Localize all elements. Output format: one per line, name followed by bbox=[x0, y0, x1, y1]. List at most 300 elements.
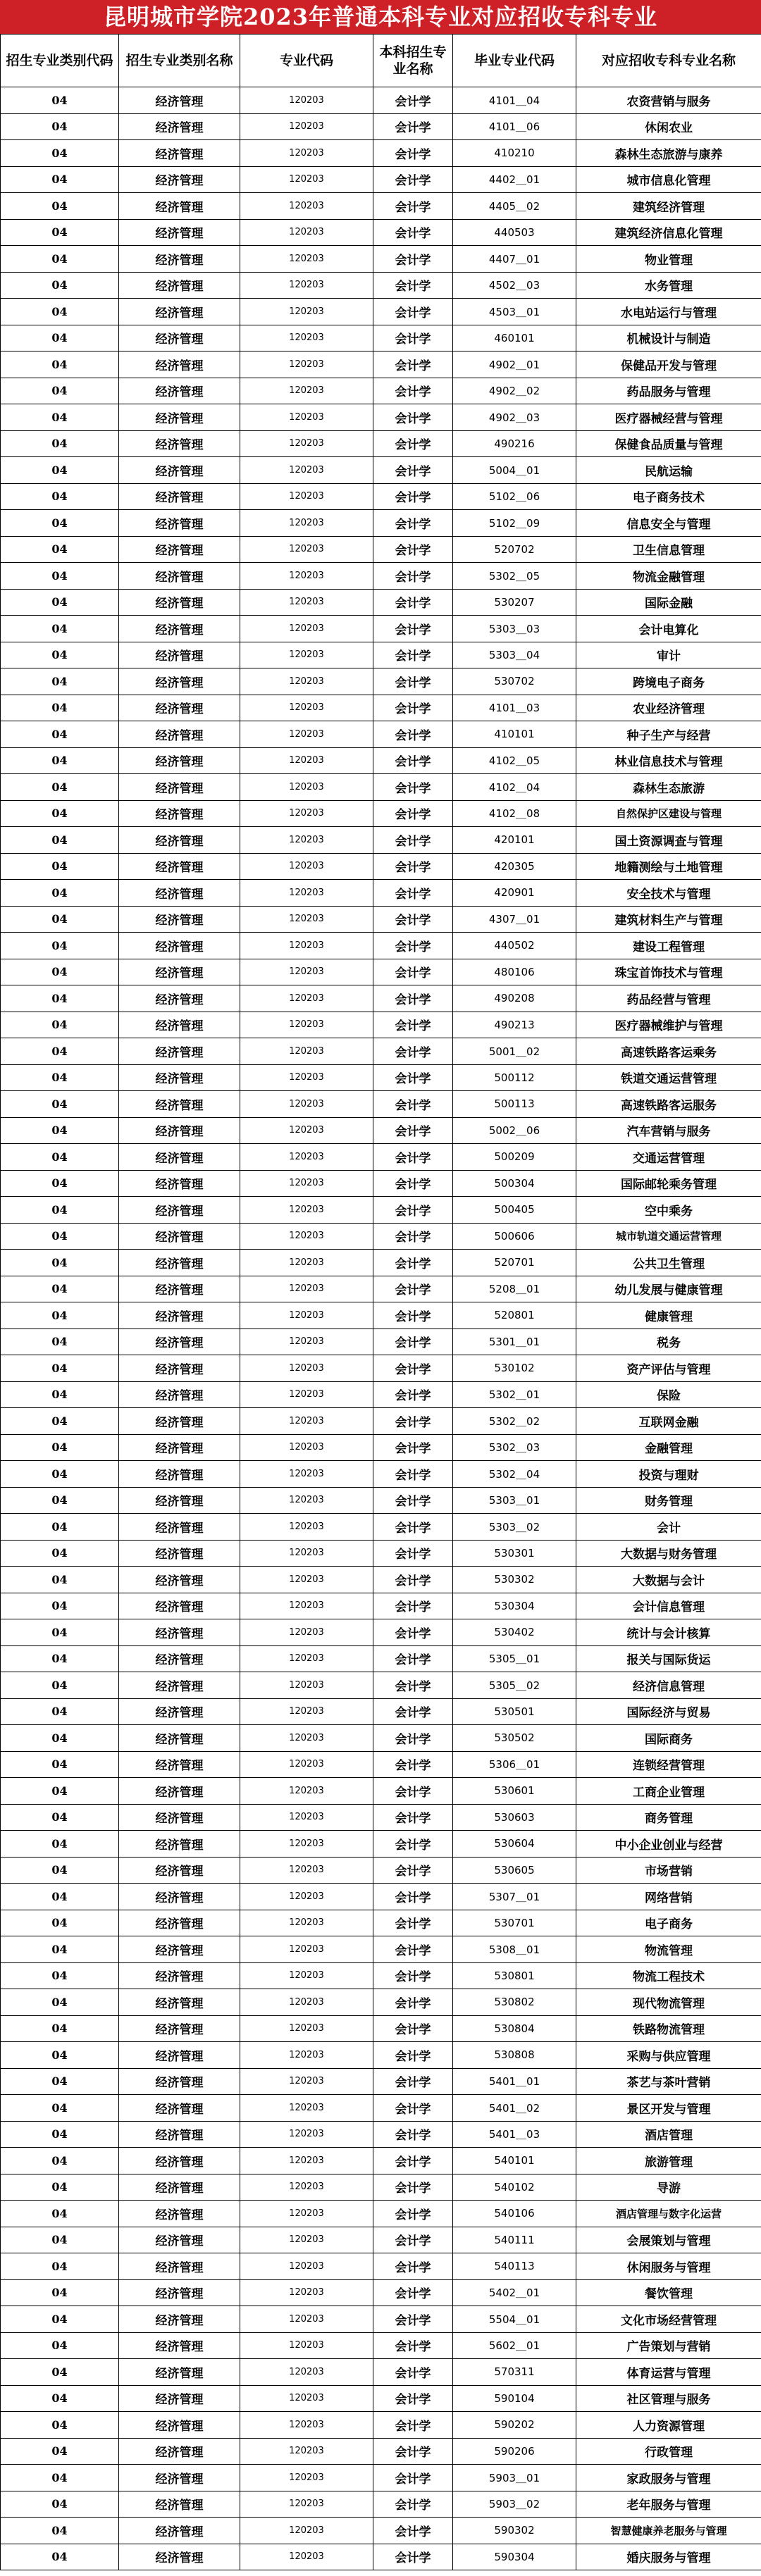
table-row bbox=[1, 1012, 761, 1038]
category-code-cell: 04 bbox=[1, 378, 119, 404]
category-name-cell: 经济管理 bbox=[119, 668, 240, 695]
graduate-major-code-cell: 5208＿01 bbox=[453, 1276, 576, 1302]
matched-major-cell: 连锁经营管理 bbox=[576, 1751, 761, 1778]
category-code-cell: 04 bbox=[1, 1434, 119, 1461]
major-name-cell: 会计学 bbox=[373, 1461, 453, 1488]
graduate-major-code-cell: 530808 bbox=[453, 2042, 576, 2069]
matched-major-cell: 现代物流管理 bbox=[576, 1989, 761, 2016]
table-row bbox=[1, 1567, 761, 1593]
matched-major-cell: 酒店管理与数字化运营 bbox=[576, 2201, 761, 2227]
category-code-cell: 04 bbox=[1, 1329, 119, 1355]
graduate-major-code-cell: 5302＿02 bbox=[453, 1408, 576, 1435]
graduate-major-code-cell: 5002＿06 bbox=[453, 1117, 576, 1144]
category-name-cell: 经济管理 bbox=[119, 616, 240, 642]
category-name-cell: 经济管理 bbox=[119, 510, 240, 537]
category-name-cell: 经济管理 bbox=[119, 2068, 240, 2095]
graduate-major-code-cell: 420901 bbox=[453, 880, 576, 907]
graduate-major-code-cell: 5303＿02 bbox=[453, 1514, 576, 1541]
matched-major-cell: 建筑材料生产与管理 bbox=[576, 906, 761, 933]
graduate-major-code-cell: 5102＿09 bbox=[453, 510, 576, 537]
table-row bbox=[1, 695, 761, 721]
major-code-cell: 120203 bbox=[240, 1645, 373, 1672]
matched-major-cell: 采购与供应管理 bbox=[576, 2042, 761, 2069]
matched-major-cell: 城市轨道交通运营管理 bbox=[576, 1223, 761, 1250]
graduate-major-code-cell: 500405 bbox=[453, 1197, 576, 1224]
category-code-cell: 04 bbox=[1, 2174, 119, 2201]
category-code-cell: 04 bbox=[1, 1540, 119, 1567]
table-row bbox=[1, 1989, 761, 2016]
matched-major-cell: 物流工程技术 bbox=[576, 1962, 761, 1989]
major-name-cell: 会计学 bbox=[373, 747, 453, 774]
graduate-major-code-cell: 410210 bbox=[453, 140, 576, 167]
major-code-cell: 120203 bbox=[240, 1514, 373, 1541]
table-row bbox=[1, 1064, 761, 1091]
matched-major-cell: 金融管理 bbox=[576, 1434, 761, 1461]
graduate-major-code-cell: 5004＿01 bbox=[453, 457, 576, 484]
table-row bbox=[1, 2385, 761, 2412]
graduate-major-code-cell: 5401＿03 bbox=[453, 2121, 576, 2148]
major-name-cell: 会计学 bbox=[373, 1117, 453, 1144]
major-name-cell: 会计学 bbox=[373, 2438, 453, 2465]
category-code-cell: 04 bbox=[1, 1567, 119, 1593]
category-name-cell: 经济管理 bbox=[119, 1170, 240, 1197]
major-code-cell: 120203 bbox=[240, 774, 373, 801]
major-code-cell: 120203 bbox=[240, 378, 373, 404]
major-code-cell: 120203 bbox=[240, 1038, 373, 1065]
category-name-cell: 经济管理 bbox=[119, 2306, 240, 2333]
graduate-major-code-cell: 540111 bbox=[453, 2227, 576, 2253]
major-code-cell: 120203 bbox=[240, 880, 373, 907]
table-row bbox=[1, 1645, 761, 1672]
graduate-major-code-cell: 590304 bbox=[453, 2544, 576, 2570]
category-name-cell: 经济管理 bbox=[119, 1751, 240, 1778]
major-code-cell: 120203 bbox=[240, 1487, 373, 1514]
matched-major-cell: 铁路物流管理 bbox=[576, 2015, 761, 2042]
category-code-cell: 04 bbox=[1, 1751, 119, 1778]
graduate-major-code-cell: 5303＿03 bbox=[453, 616, 576, 642]
table-row bbox=[1, 1170, 761, 1197]
category-code-cell: 04 bbox=[1, 536, 119, 563]
major-code-cell: 120203 bbox=[240, 1223, 373, 1250]
category-code-cell: 04 bbox=[1, 1038, 119, 1065]
category-name-cell: 经济管理 bbox=[119, 1884, 240, 1910]
matched-major-cell: 统计与会计核算 bbox=[576, 1619, 761, 1646]
major-name-cell: 会计学 bbox=[373, 2465, 453, 2491]
header-undergrad-major: 本科招生专业名称 bbox=[373, 35, 453, 87]
major-name-cell: 会计学 bbox=[373, 2174, 453, 2201]
table-row bbox=[1, 351, 761, 378]
category-name-cell: 经济管理 bbox=[119, 2174, 240, 2201]
graduate-major-code-cell: 530603 bbox=[453, 1804, 576, 1831]
major-name-cell: 会计学 bbox=[373, 1725, 453, 1752]
graduate-major-code-cell: 4902＿03 bbox=[453, 404, 576, 431]
graduate-major-code-cell: 5302＿04 bbox=[453, 1461, 576, 1488]
table-row bbox=[1, 272, 761, 299]
category-code-cell: 04 bbox=[1, 2015, 119, 2042]
category-name-cell: 经济管理 bbox=[119, 219, 240, 246]
matched-major-cell: 保健品开发与管理 bbox=[576, 351, 761, 378]
matched-major-cell: 公共卫生管理 bbox=[576, 1250, 761, 1276]
category-code-cell: 04 bbox=[1, 2544, 119, 2570]
graduate-major-code-cell: 4902＿02 bbox=[453, 378, 576, 404]
matched-major-cell: 大数据与会计 bbox=[576, 1567, 761, 1593]
category-code-cell: 04 bbox=[1, 87, 119, 114]
matched-major-cell: 物流金融管理 bbox=[576, 563, 761, 590]
category-name-cell: 经济管理 bbox=[119, 2465, 240, 2491]
graduate-major-code-cell: 530402 bbox=[453, 1619, 576, 1646]
category-name-cell: 经济管理 bbox=[119, 1514, 240, 1541]
category-code-cell: 04 bbox=[1, 430, 119, 457]
category-name-cell: 经济管理 bbox=[119, 695, 240, 721]
graduate-major-code-cell: 5001＿02 bbox=[453, 1038, 576, 1065]
major-code-cell: 120203 bbox=[240, 1170, 373, 1197]
graduate-major-code-cell: 4307＿01 bbox=[453, 906, 576, 933]
major-code-cell: 120203 bbox=[240, 1302, 373, 1329]
category-name-cell: 经济管理 bbox=[119, 1197, 240, 1224]
matched-major-cell: 森林生态旅游与康养 bbox=[576, 140, 761, 167]
major-code-cell: 120203 bbox=[240, 2227, 373, 2253]
major-name-cell: 会计学 bbox=[373, 1302, 453, 1329]
major-name-cell: 会计学 bbox=[373, 985, 453, 1012]
major-name-cell: 会计学 bbox=[373, 87, 453, 114]
major-code-cell: 120203 bbox=[240, 2332, 373, 2359]
major-name-cell: 会计学 bbox=[373, 1910, 453, 1936]
graduate-major-code-cell: 4101＿04 bbox=[453, 87, 576, 114]
major-name-cell: 会计学 bbox=[373, 1831, 453, 1858]
matched-major-cell: 商务管理 bbox=[576, 1804, 761, 1831]
graduate-major-code-cell: 530605 bbox=[453, 1857, 576, 1884]
table-row bbox=[1, 1514, 761, 1541]
table-row bbox=[1, 959, 761, 985]
table-row bbox=[1, 1408, 761, 1435]
major-code-cell: 120203 bbox=[240, 2544, 373, 2570]
category-name-cell: 经济管理 bbox=[119, 2279, 240, 2306]
table-row bbox=[1, 1223, 761, 1250]
category-code-cell: 04 bbox=[1, 1804, 119, 1831]
graduate-major-code-cell: 5504＿01 bbox=[453, 2306, 576, 2333]
matched-major-cell: 投资与理财 bbox=[576, 1461, 761, 1488]
matched-major-cell: 行政管理 bbox=[576, 2438, 761, 2465]
major-name-cell: 会计学 bbox=[373, 219, 453, 246]
category-name-cell: 经济管理 bbox=[119, 2412, 240, 2439]
major-name-cell: 会计学 bbox=[373, 1962, 453, 1989]
major-name-cell: 会计学 bbox=[373, 1197, 453, 1224]
table-row bbox=[1, 1857, 761, 1884]
category-name-cell: 经济管理 bbox=[119, 193, 240, 220]
graduate-major-code-cell: 500113 bbox=[453, 1091, 576, 1118]
table-row bbox=[1, 510, 761, 537]
table-row bbox=[1, 1117, 761, 1144]
category-name-cell: 经济管理 bbox=[119, 2253, 240, 2280]
graduate-major-code-cell: 530802 bbox=[453, 1989, 576, 2016]
major-code-cell: 120203 bbox=[240, 1804, 373, 1831]
major-name-cell: 会计学 bbox=[373, 1540, 453, 1567]
category-name-cell: 经济管理 bbox=[119, 1144, 240, 1171]
graduate-major-code-cell: 4502＿03 bbox=[453, 272, 576, 299]
category-code-cell: 04 bbox=[1, 1514, 119, 1541]
category-name-cell: 经济管理 bbox=[119, 906, 240, 933]
category-code-cell: 04 bbox=[1, 747, 119, 774]
matched-major-cell: 农资营销与服务 bbox=[576, 87, 761, 114]
category-name-cell: 经济管理 bbox=[119, 325, 240, 351]
table-row bbox=[1, 2121, 761, 2148]
category-code-cell: 04 bbox=[1, 140, 119, 167]
category-code-cell: 04 bbox=[1, 1302, 119, 1329]
category-code-cell: 04 bbox=[1, 1091, 119, 1118]
table-body bbox=[1, 87, 761, 2570]
table-row bbox=[1, 668, 761, 695]
table-row bbox=[1, 800, 761, 827]
major-code-cell: 120203 bbox=[240, 457, 373, 484]
major-name-cell: 会计学 bbox=[373, 2201, 453, 2227]
category-code-cell: 04 bbox=[1, 1645, 119, 1672]
major-code-cell: 120203 bbox=[240, 1064, 373, 1091]
major-code-cell: 120203 bbox=[240, 1698, 373, 1725]
category-code-cell: 04 bbox=[1, 589, 119, 616]
category-name-cell: 经济管理 bbox=[119, 1831, 240, 1858]
graduate-major-code-cell: 4101＿06 bbox=[453, 113, 576, 140]
major-name-cell: 会计学 bbox=[373, 2121, 453, 2148]
major-name-cell: 会计学 bbox=[373, 2042, 453, 2069]
graduate-major-code-cell: 490216 bbox=[453, 430, 576, 457]
major-name-cell: 会计学 bbox=[373, 1567, 453, 1593]
major-name-cell: 会计学 bbox=[373, 2095, 453, 2122]
category-code-cell: 04 bbox=[1, 2518, 119, 2544]
graduate-major-code-cell: 530301 bbox=[453, 1540, 576, 1567]
major-name-cell: 会计学 bbox=[373, 2253, 453, 2280]
major-name-cell: 会计学 bbox=[373, 695, 453, 721]
category-code-cell: 04 bbox=[1, 2279, 119, 2306]
major-code-cell: 120203 bbox=[240, 2042, 373, 2069]
category-code-cell: 04 bbox=[1, 1619, 119, 1646]
matched-major-cell: 会计信息管理 bbox=[576, 1593, 761, 1619]
major-name-cell: 会计学 bbox=[373, 880, 453, 907]
category-code-cell: 04 bbox=[1, 1223, 119, 1250]
major-code-cell: 120203 bbox=[240, 2174, 373, 2201]
graduate-major-code-cell: 540106 bbox=[453, 2201, 576, 2227]
graduate-major-code-cell: 590302 bbox=[453, 2518, 576, 2544]
major-code-cell: 120203 bbox=[240, 430, 373, 457]
major-code-cell: 120203 bbox=[240, 1540, 373, 1567]
major-code-cell: 120203 bbox=[240, 536, 373, 563]
category-name-cell: 经济管理 bbox=[119, 1593, 240, 1619]
table-row bbox=[1, 2227, 761, 2253]
major-code-cell: 120203 bbox=[240, 1117, 373, 1144]
major-name-cell: 会计学 bbox=[373, 1514, 453, 1541]
matched-major-cell: 安全技术与管理 bbox=[576, 880, 761, 907]
table-row bbox=[1, 1091, 761, 1118]
major-code-cell: 120203 bbox=[240, 1831, 373, 1858]
table-row bbox=[1, 1698, 761, 1725]
major-code-cell: 120203 bbox=[240, 1989, 373, 2016]
category-code-cell: 04 bbox=[1, 1778, 119, 1805]
table-row bbox=[1, 404, 761, 431]
graduate-major-code-cell: 500209 bbox=[453, 1144, 576, 1171]
category-name-cell: 经济管理 bbox=[119, 1540, 240, 1567]
category-name-cell: 经济管理 bbox=[119, 1091, 240, 1118]
major-code-cell: 120203 bbox=[240, 2518, 373, 2544]
major-name-cell: 会计学 bbox=[373, 2148, 453, 2174]
matched-major-cell: 高速铁路客运乘务 bbox=[576, 1038, 761, 1065]
graduate-major-code-cell: 5303＿01 bbox=[453, 1487, 576, 1514]
major-code-cell: 120203 bbox=[240, 510, 373, 537]
matched-major-cell: 保险 bbox=[576, 1381, 761, 1408]
major-code-cell: 120203 bbox=[240, 2095, 373, 2122]
major-code-cell: 120203 bbox=[240, 1778, 373, 1805]
category-code-cell: 04 bbox=[1, 1962, 119, 1989]
major-code-cell: 120203 bbox=[240, 721, 373, 748]
major-name-cell: 会计学 bbox=[373, 721, 453, 748]
matched-major-cell: 电子商务技术 bbox=[576, 483, 761, 510]
table-row bbox=[1, 2042, 761, 2069]
table-row bbox=[1, 193, 761, 220]
header-category-name: 招生专业类别名称 bbox=[119, 35, 240, 87]
major-name-cell: 会计学 bbox=[373, 2385, 453, 2412]
graduate-major-code-cell: 5102＿06 bbox=[453, 483, 576, 510]
major-name-cell: 会计学 bbox=[373, 1857, 453, 1884]
category-name-cell: 经济管理 bbox=[119, 2121, 240, 2148]
major-code-cell: 120203 bbox=[240, 193, 373, 220]
major-code-cell: 120203 bbox=[240, 219, 373, 246]
matched-major-cell: 医疗器械维护与管理 bbox=[576, 1012, 761, 1038]
category-name-cell: 经济管理 bbox=[119, 747, 240, 774]
graduate-major-code-cell: 440503 bbox=[453, 219, 576, 246]
major-code-cell: 120203 bbox=[240, 1144, 373, 1171]
table-row bbox=[1, 430, 761, 457]
matched-major-cell: 报关与国际货运 bbox=[576, 1645, 761, 1672]
category-code-cell: 04 bbox=[1, 1461, 119, 1488]
category-name-cell: 经济管理 bbox=[119, 880, 240, 907]
major-name-cell: 会计学 bbox=[373, 1144, 453, 1171]
table-row bbox=[1, 1302, 761, 1329]
matched-major-cell: 国际金融 bbox=[576, 589, 761, 616]
table-row bbox=[1, 1778, 761, 1805]
matched-major-cell: 水务管理 bbox=[576, 272, 761, 299]
major-name-cell: 会计学 bbox=[373, 933, 453, 959]
major-code-cell: 120203 bbox=[240, 1355, 373, 1382]
category-name-cell: 经济管理 bbox=[119, 299, 240, 325]
major-code-cell: 120203 bbox=[240, 1567, 373, 1593]
category-code-cell: 04 bbox=[1, 272, 119, 299]
table-row bbox=[1, 906, 761, 933]
matched-major-cell: 体育运营与管理 bbox=[576, 2359, 761, 2386]
matched-major-cell: 国土资源调查与管理 bbox=[576, 827, 761, 854]
matched-major-cell: 大数据与财务管理 bbox=[576, 1540, 761, 1567]
major-name-cell: 会计学 bbox=[373, 1672, 453, 1699]
major-code-cell: 120203 bbox=[240, 642, 373, 668]
graduate-major-code-cell: 530502 bbox=[453, 1725, 576, 1752]
category-code-cell: 04 bbox=[1, 113, 119, 140]
category-name-cell: 经济管理 bbox=[119, 642, 240, 668]
major-name-cell: 会计学 bbox=[373, 536, 453, 563]
category-name-cell: 经济管理 bbox=[119, 1725, 240, 1752]
graduate-major-code-cell: 530804 bbox=[453, 2015, 576, 2042]
category-code-cell: 04 bbox=[1, 2095, 119, 2122]
category-code-cell: 04 bbox=[1, 1831, 119, 1858]
major-name-cell: 会计学 bbox=[373, 1698, 453, 1725]
category-name-cell: 经济管理 bbox=[119, 1857, 240, 1884]
graduate-major-code-cell: 5306＿01 bbox=[453, 1751, 576, 1778]
table-row bbox=[1, 1910, 761, 1936]
matched-major-cell: 工商企业管理 bbox=[576, 1778, 761, 1805]
major-name-cell: 会计学 bbox=[373, 378, 453, 404]
category-code-cell: 04 bbox=[1, 1197, 119, 1224]
major-code-cell: 120203 bbox=[240, 695, 373, 721]
graduate-major-code-cell: 520702 bbox=[453, 536, 576, 563]
category-code-cell: 04 bbox=[1, 2412, 119, 2439]
major-name-cell: 会计学 bbox=[373, 1989, 453, 2016]
graduate-major-code-cell: 590104 bbox=[453, 2385, 576, 2412]
category-name-cell: 经济管理 bbox=[119, 1064, 240, 1091]
table-row bbox=[1, 1487, 761, 1514]
category-code-cell: 04 bbox=[1, 1355, 119, 1382]
major-code-cell: 120203 bbox=[240, 1857, 373, 1884]
category-code-cell: 04 bbox=[1, 2253, 119, 2280]
major-name-cell: 会计学 bbox=[373, 2544, 453, 2570]
major-name-cell: 会计学 bbox=[373, 1091, 453, 1118]
matched-major-cell: 会计 bbox=[576, 1514, 761, 1541]
matched-major-cell: 卫生信息管理 bbox=[576, 536, 761, 563]
table-row bbox=[1, 880, 761, 907]
page-title: 昆明城市学院2023年普通本科专业对应招收专科专业 bbox=[0, 0, 761, 34]
table-row bbox=[1, 2279, 761, 2306]
major-name-cell: 会计学 bbox=[373, 113, 453, 140]
major-code-cell: 120203 bbox=[240, 1461, 373, 1488]
major-name-cell: 会计学 bbox=[373, 2518, 453, 2544]
table-row bbox=[1, 2068, 761, 2095]
header-row bbox=[1, 35, 761, 87]
table-row bbox=[1, 1197, 761, 1224]
graduate-major-code-cell: 500112 bbox=[453, 1064, 576, 1091]
category-code-cell: 04 bbox=[1, 774, 119, 801]
category-name-cell: 经济管理 bbox=[119, 1355, 240, 1382]
category-code-cell: 04 bbox=[1, 510, 119, 537]
category-name-cell: 经济管理 bbox=[119, 1408, 240, 1435]
table-row bbox=[1, 853, 761, 880]
major-code-cell: 120203 bbox=[240, 1672, 373, 1699]
table-row bbox=[1, 2095, 761, 2122]
category-name-cell: 经济管理 bbox=[119, 272, 240, 299]
major-code-cell: 120203 bbox=[240, 589, 373, 616]
major-name-cell: 会计学 bbox=[373, 1329, 453, 1355]
graduate-major-code-cell: 440502 bbox=[453, 933, 576, 959]
major-code-cell: 120203 bbox=[240, 272, 373, 299]
category-code-cell: 04 bbox=[1, 404, 119, 431]
graduate-major-code-cell: 540102 bbox=[453, 2174, 576, 2201]
graduate-major-code-cell: 5305＿02 bbox=[453, 1672, 576, 1699]
major-name-cell: 会计学 bbox=[373, 1408, 453, 1435]
category-code-cell: 04 bbox=[1, 166, 119, 193]
matched-major-cell: 地籍测绘与土地管理 bbox=[576, 853, 761, 880]
major-name-cell: 会计学 bbox=[373, 1884, 453, 1910]
table-row bbox=[1, 616, 761, 642]
matched-major-cell: 种子生产与经营 bbox=[576, 721, 761, 748]
matched-major-cell: 林业信息技术与管理 bbox=[576, 747, 761, 774]
graduate-major-code-cell: 520701 bbox=[453, 1250, 576, 1276]
major-code-cell: 120203 bbox=[240, 2201, 373, 2227]
table-row bbox=[1, 1884, 761, 1910]
major-name-cell: 会计学 bbox=[373, 140, 453, 167]
graduate-major-code-cell: 540113 bbox=[453, 2253, 576, 2280]
major-code-cell: 120203 bbox=[240, 1751, 373, 1778]
table-row bbox=[1, 747, 761, 774]
category-name-cell: 经济管理 bbox=[119, 800, 240, 827]
major-name-cell: 会计学 bbox=[373, 166, 453, 193]
table-row bbox=[1, 299, 761, 325]
category-code-cell: 04 bbox=[1, 2491, 119, 2518]
majors-table bbox=[0, 34, 761, 2570]
category-name-cell: 经济管理 bbox=[119, 351, 240, 378]
